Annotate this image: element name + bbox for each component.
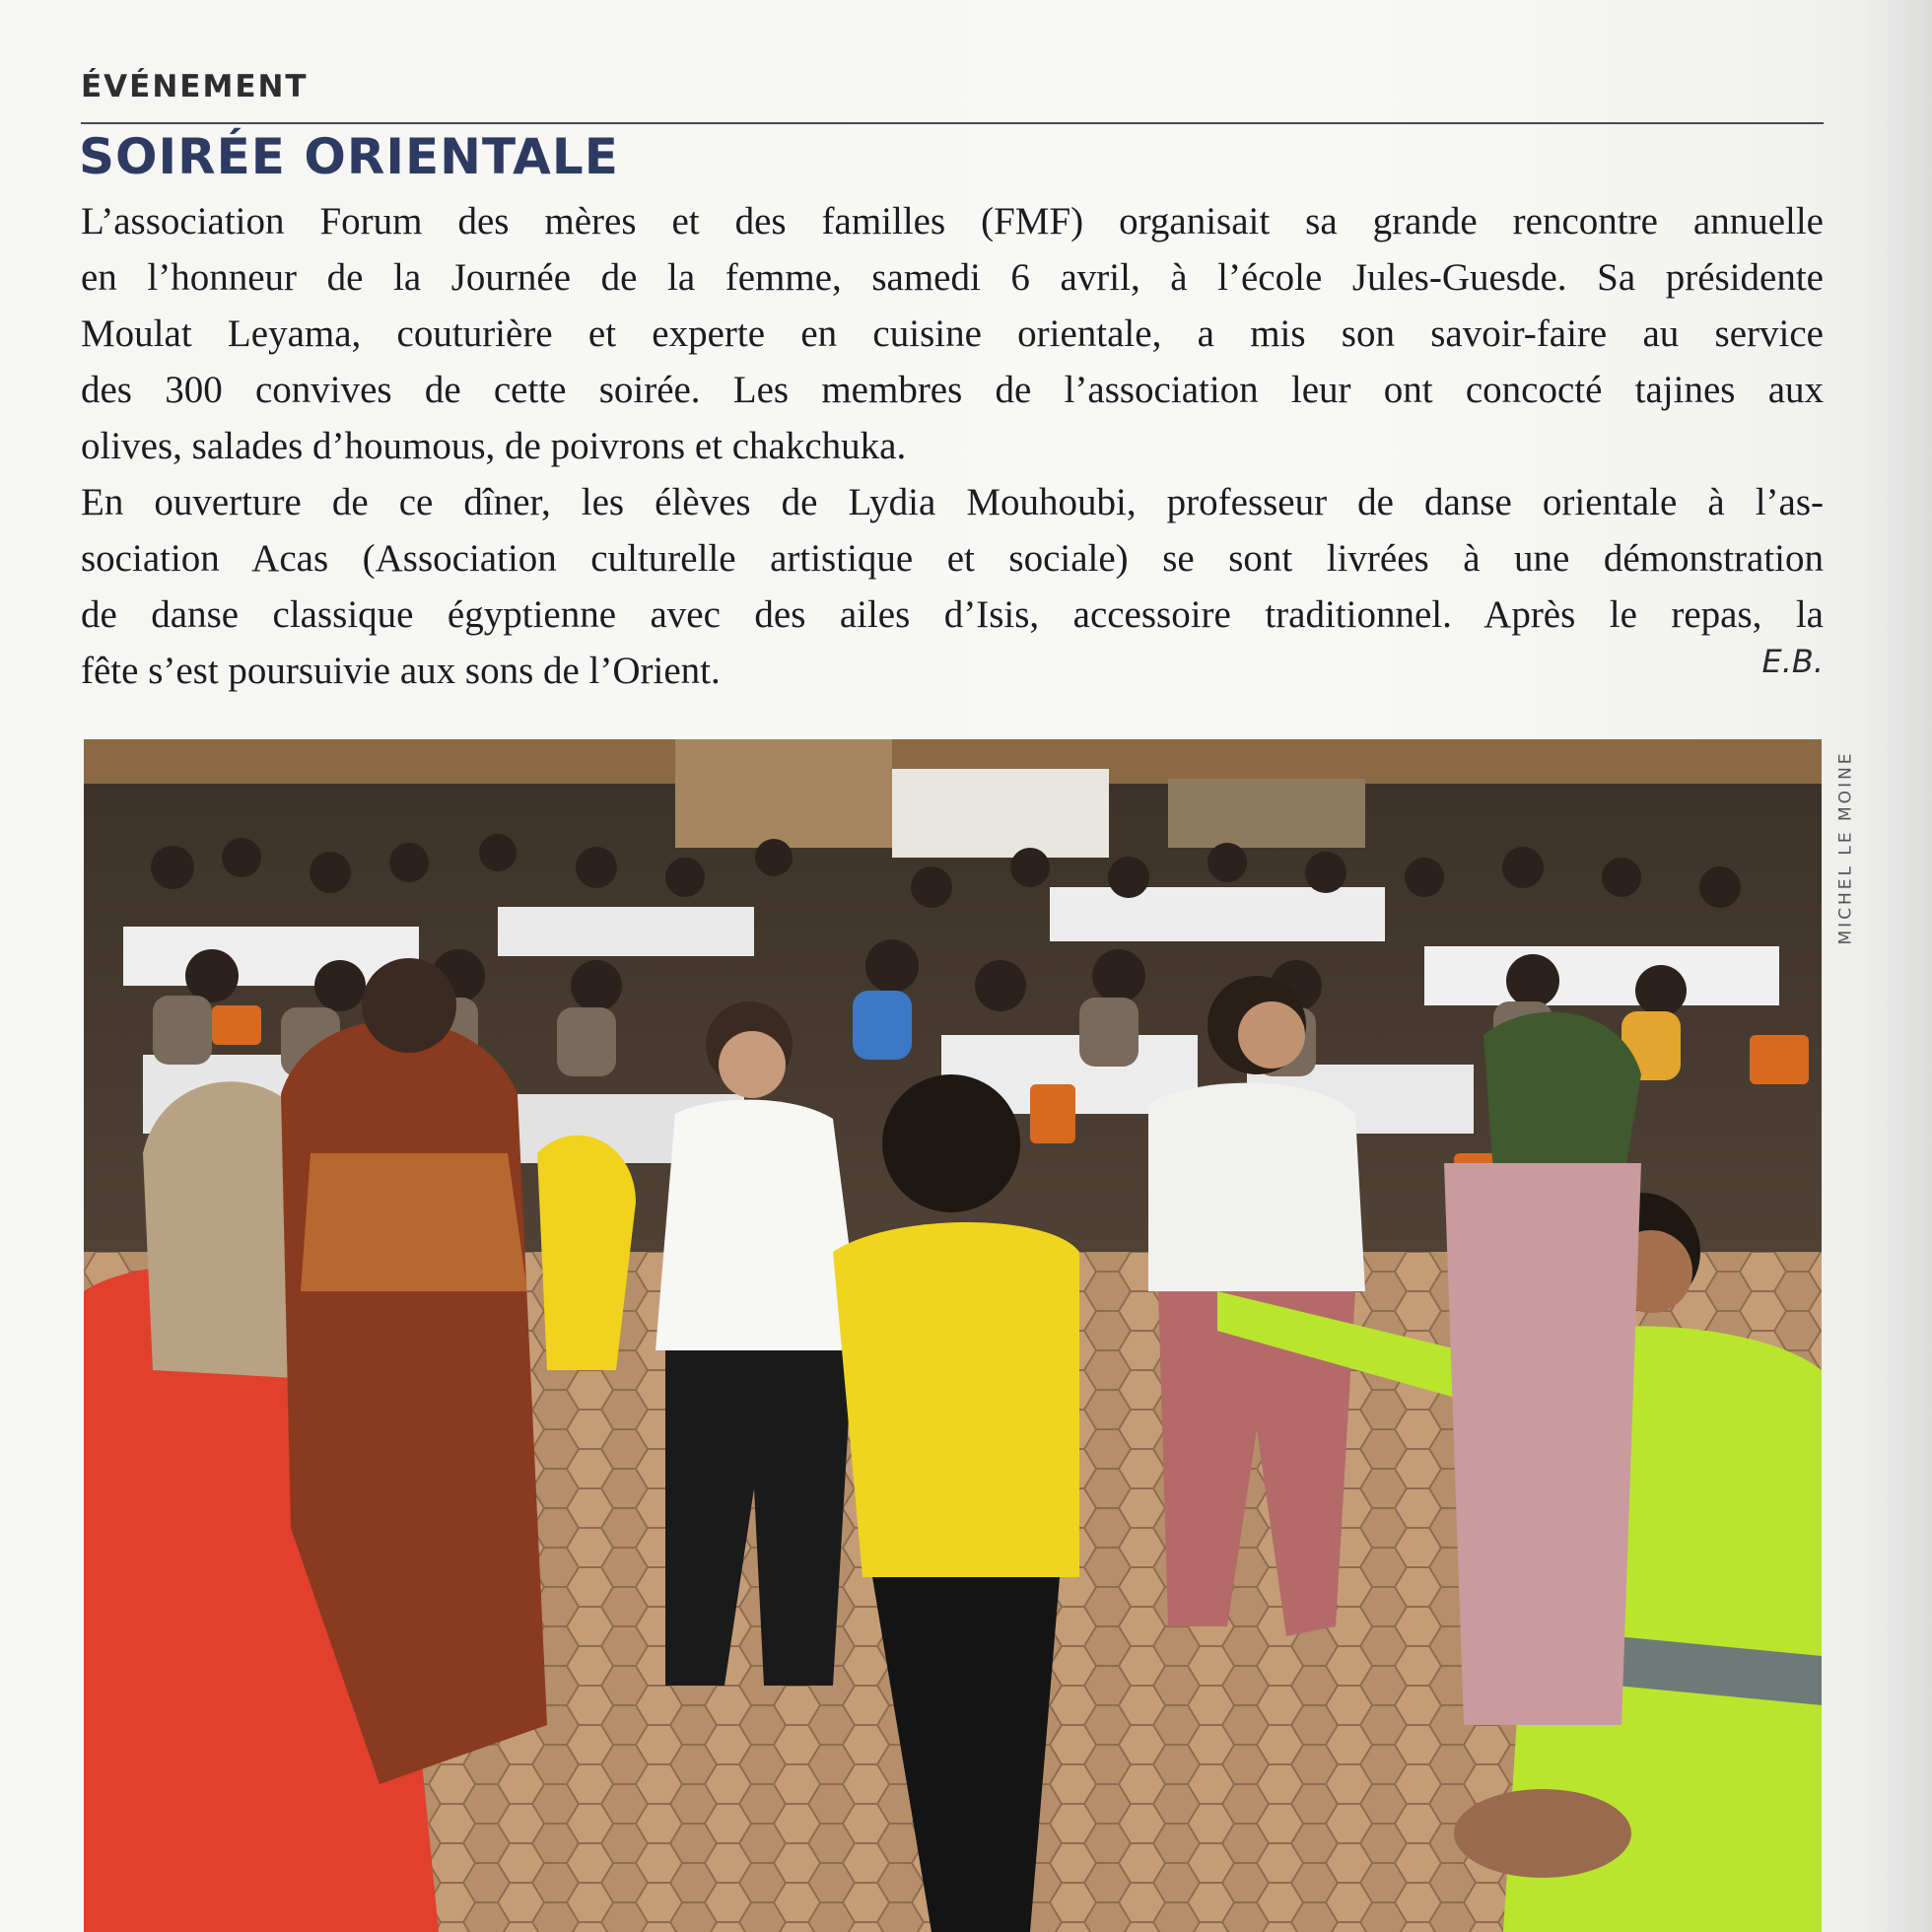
body-line: En ouverture de ce dîner, les élèves de Lydia Mouhoubi, professeur de danse orientale à l’as- <box>81 481 1824 523</box>
body-line: de danse classique égyptienne avec des ailes d’Isis, accessoire traditionnel. Après le repas, la <box>81 593 1824 636</box>
body-line: L’association Forum des mères et des familles (FMF) organisait sa grande rencontre annuelle <box>81 200 1824 242</box>
event-photo <box>84 739 1822 1932</box>
body-line: Moulat Leyama, couturière et experte en cuisine orientale, a mis son savoir-faire au service <box>81 312 1824 355</box>
body-line: sociation Acas (Association culturelle artistique et sociale) se sont livrées à une démonstration <box>81 537 1824 580</box>
page-edge-shadow <box>1863 0 1932 1932</box>
body-line: des 300 convives de cette soirée. Les membres de l’association leur ont concocté tajines aux <box>81 369 1824 411</box>
article-body <box>81 193 1824 699</box>
section-kicker: ÉVÉNEMENT <box>81 69 309 104</box>
photo-credit: MICHEL LE MOINE <box>1836 750 1856 945</box>
body-line: olives, salades d’houmous, de poivrons et chakchuka. <box>81 425 907 467</box>
author-signature: E.B. <box>1761 643 1824 680</box>
header-rule <box>81 122 1824 124</box>
article-headline: SOIRÉE ORIENTALE <box>79 128 619 185</box>
dancers-illustration <box>84 739 1822 1932</box>
body-line: en l’honneur de la Journée de la femme, samedi 6 avril, à l’école Jules-Guesde. Sa présidente <box>81 256 1824 299</box>
body-line: fête s’est poursuivie aux sons de l’Orient. <box>81 650 721 692</box>
